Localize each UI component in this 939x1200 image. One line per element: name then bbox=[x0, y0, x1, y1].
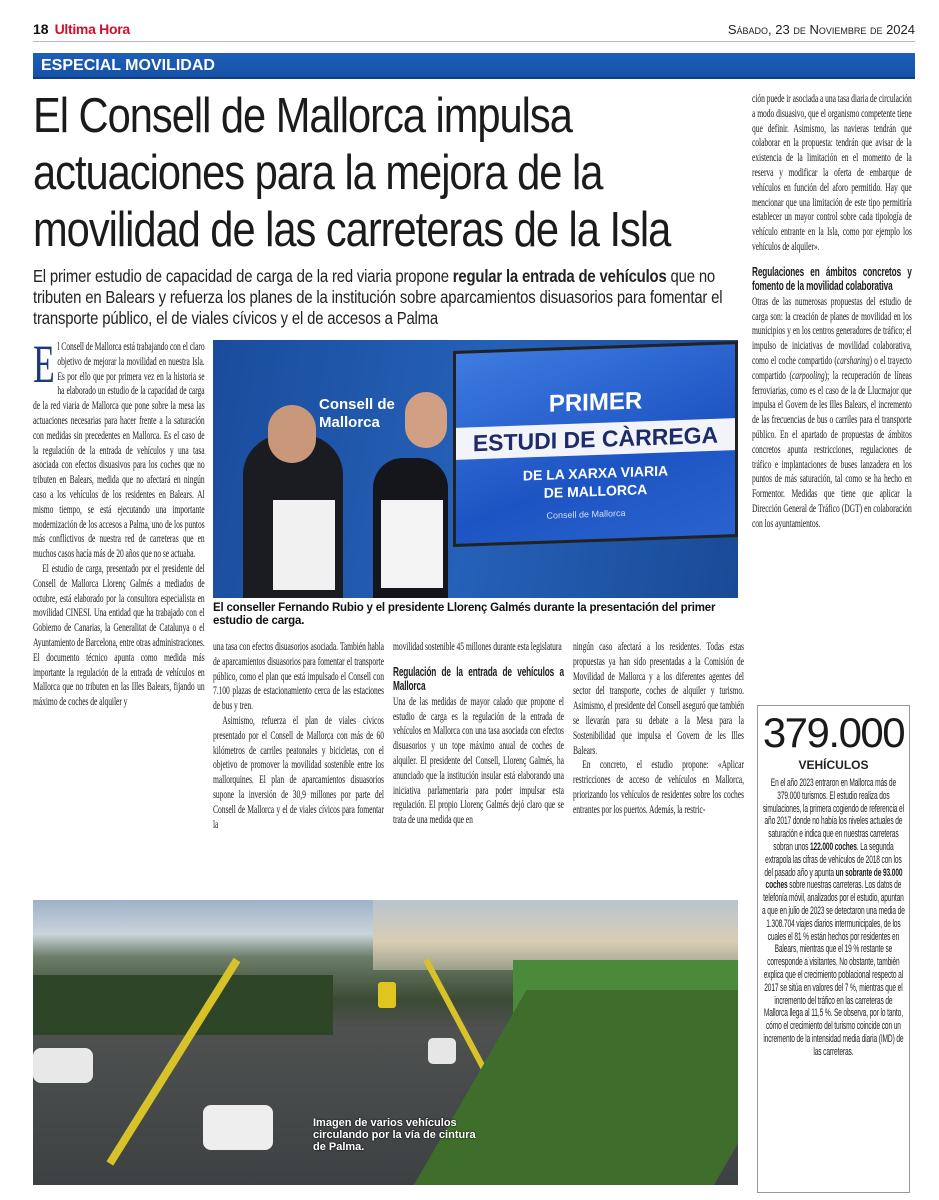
lead-bold-text: regular la entrada de vehículos bbox=[452, 266, 667, 286]
fact-box-label: VEHÍCULOS bbox=[798, 758, 869, 772]
paragraph-text: Otras de las numerosas propuestas del estudio de carga son: la creación de planes de movilidad en los municipios y en los centros generadores de tráfico; el impulso de iniciativas de movilidad colaborativa, como el coche compartido ( bbox=[752, 295, 912, 367]
study-document bbox=[381, 500, 443, 588]
article-column-1 bbox=[33, 334, 205, 710]
fact-text: sobre nuestras carreteras. Los datos de telefonía móvil, analizados por el estudio, apuntan a que en julio de 2023 se detectaron una media de 1.308.704 viajes diarios intermunicipales, de los cuales el 81 % están hechos por residentes en Balears, mientras que el 19 % restante se corresponde a visitantes. No obstante, también explica que el crecimiento poblacional respecto al 2017 se sitúa en valores del 7 %, mientras que el incremento del tráfico en las carreteras de Mallorca llega al 11,5 %. Se observa, por lo tanto, cómo el crecimiento del turismo coincide con un incremento de la intensidad media diaria (IMD) de las carreteras. bbox=[762, 879, 905, 1058]
grass-verge bbox=[399, 990, 738, 1185]
page-number: 18 bbox=[33, 20, 49, 37]
fact-box-number: 379.000 bbox=[762, 709, 905, 756]
lead-text: El primer estudio de capacidad de carga de la red viaria propone bbox=[33, 266, 453, 286]
masthead bbox=[33, 21, 130, 39]
paragraph-text: l Consell de Mallorca está trabajando con el claro objetivo de mejorar la movilidad en nuestra Isla. Es por ello que por primera vez en la historia se ha elaborado un estudio de la capacidad de carga de la red viaria de Mallorca que pone sobre la mesa las actuaciones necesarias para hacer frente a la saturación con medidas sin precedentes en Mallorca. Es el caso de la regulación de la entrada de vehículos y una tasa asociada con efectos disuasivos para los coches que no tributen en Balears, medida que no afectará en ningún caso a los vehículos de los residentes en Balears. Al mismo tiempo, se está ejecutando una importante modernización de los accesos a Palma, uno de los puntos más conflictivos de nuestra red de carreteras que en muchos casos hacía más de 20 años que no se actuaba. bbox=[33, 341, 205, 561]
paragraph: movilidad sostenible 45 millones durante esta legislatura bbox=[393, 641, 562, 653]
fact-box-text bbox=[762, 777, 905, 1059]
person-right-head bbox=[405, 392, 447, 448]
article-column-2 bbox=[213, 640, 384, 832]
article-column-4 bbox=[573, 640, 744, 818]
screen-title-2: ESTUDI DE CÀRREGA bbox=[456, 418, 735, 460]
car bbox=[33, 1048, 93, 1083]
paragraph bbox=[752, 295, 912, 532]
fact-text: En el año 2023 entraron en Mallorca más de 379.000 turismos. El estudio realiza dos simulaciones, la primera cogiendo de referencia el año 2017 donde no había los niveles actuales de saturación e indica que en nuestras carreteras sobran unos bbox=[762, 777, 904, 853]
car bbox=[378, 982, 396, 1008]
screen-subtitle-1: DE LA XARXA VIARIA bbox=[522, 462, 669, 484]
fact-bold: un sobrante de 93.000 coches bbox=[765, 866, 903, 892]
italic-term: carpooling bbox=[791, 369, 825, 382]
lead-text: que no tributen en Balears y refuerza los planes de la institución sobre aparcamientos disuasorios para fomentar el transporte público, el de viales cívicos y el de accesos a Palma bbox=[33, 266, 723, 328]
fact-box bbox=[757, 705, 910, 1193]
car bbox=[428, 1038, 456, 1064]
issue-date: Sábado, 23 de Noviembre de 2024 bbox=[727, 22, 915, 37]
subheading: Regulaciones en ámbitos concretos y fomento de la movilidad colaborativa bbox=[752, 264, 912, 294]
drop-cap: E bbox=[33, 334, 55, 394]
screen-logo: Consell de Mallorca bbox=[546, 507, 626, 521]
section-banner: ESPECIAL MOVILIDAD bbox=[33, 53, 915, 79]
page-header bbox=[33, 18, 915, 42]
newspaper-name: Ultima Hora bbox=[54, 20, 130, 37]
paragraph: Asimismo, refuerza el plan de viales cívicos presentado por el Consell de Mallorca con más de 60 kilómetros de carriles peatonales y bicicletas, con el objetivo de promover la movilidad sostenible entre los mallorquines. El plan de aparcamientos disuasorios supone la inversión de 30,9 millones por parte del Consell de Mallorca y el de viales cívicos para fomentar la bbox=[213, 714, 384, 831]
paragraph: Una de las medidas de mayor calado que propone el estudio de carga es la regulación de la entrada de vehículos en Mallorca con una tasa asociada con efectos disuasorios y un tope máximo anual de coches de alquiler. El presidente del Consell, Llorenç Galmés, ha anunciado que la institución insular está elaborando una iniciativa parlamentaria para poder impulsar esta regulación. El propio Llorenç Galmés dejó claro que se trata de una medida que en bbox=[393, 695, 564, 827]
press-conference-photo bbox=[213, 340, 738, 598]
trees bbox=[33, 975, 333, 1035]
person-left-head bbox=[268, 405, 316, 463]
paragraph: En concreto, el estudio propone: «Aplicar restricciones de acceso de vehículos en Mallorca, priorizando los vehículos de residentes sobre los coches entrantes por los puertos. Además, la restric- bbox=[573, 759, 744, 816]
study-document bbox=[273, 500, 335, 590]
headline: El Consell de Mallorca impulsa actuaciones para la mejora de la movilidad de las carreteras de la Isla bbox=[33, 89, 671, 257]
subheading: Regulación de la entrada de vehículos a Mallorca bbox=[393, 664, 564, 694]
paragraph: ción puede ir asociada a una tasa diaria de circulación a modo disuasivo, que el organismo competente tiene que definir. Asimismo, las navieras tendrán que colaborar en la propuesta: tendrán que avisar de la existencia de la limitación en el momento de la reserva y modificar la oferta de embarque de vehículos en función del aforo permitido. Hay que mencionar que una limitación de este tipo permitiría establecer un mayor control sobre cada tipología de vehículo entrante en la Isla, como por ejemplo los vehículos de alquiler». bbox=[752, 93, 912, 253]
paragraph bbox=[33, 334, 205, 562]
screen-title-1: PRIMER bbox=[548, 387, 643, 418]
article-column-3 bbox=[393, 640, 564, 828]
paragraph-text: ); la recuperación de líneas ferroviarias, como es el caso de la de Llucmajor que impulsa el Govern de les Illes Balears, el incremento de las frecuencias de bus o carriles para el transporte público. En el apartado de propuestas de ámbitos concretos apunta restricciones, regulaciones de tráfico e implantaciones de buses lanzadera en los puntos de más saturación, tal como se ha hecho en Formentor. Medidas que tiene que aplicar la Dirección General de Tráfico (DGT) en colaboración con los ayuntamientos. bbox=[752, 369, 912, 530]
italic-term: carsharing bbox=[836, 354, 870, 367]
fact-bold: 122.000 coches bbox=[810, 840, 857, 853]
paragraph-text: ) o el trayecto compartido ( bbox=[752, 354, 912, 382]
lead-paragraph bbox=[33, 266, 748, 329]
paragraph: El estudio de carga, presentado por el presidente del Consell de Mallorca Llorenç Galmés a mediados de octubre, está elaborado por la consultora especialista en movilidad CINESI. Una entidad que ha trabajado con el Gobierno de Canarias, la Generalitat de Catalunya o el Ayuntamiento de Barcelona, entre otras administraciones. El documento técnico apunta como medida más importante la regulación de la entrada de vehículos en Mallorca que no tributen en las Illes Balears, fijando un máximo de coches de alquiler y bbox=[33, 562, 205, 709]
photo-caption: Imagen de varios vehículos circulando por la vía de cintura de Palma. bbox=[313, 1117, 476, 1153]
photo-caption: El conseller Fernando Rubio y el presidente Llorenç Galmés durante la presentación del primer estudio de carga. bbox=[213, 602, 716, 627]
wall-logo: Consell de Mallorca bbox=[319, 396, 395, 431]
presentation-screen bbox=[453, 341, 738, 547]
paragraph: una tasa con efectos disuasorios asociada. También habla de aparcamientos disuasorios para fomentar el transporte público, como el plan que está impulsado el Consell con 7.100 plazas de estacionamiento cerca de las estaciones de bus y tren. bbox=[213, 641, 384, 713]
screen-subtitle-2: DE MALLORCA bbox=[543, 481, 648, 501]
article-column-5 bbox=[752, 92, 912, 532]
fact-text: . La segunda extrapola las cifras de vehículos de 2018 con los del pasado año y apunta bbox=[764, 840, 902, 879]
paragraph: ningún caso afectará a los residentes. Todas estas propuestas ya han sido presentadas a la Comisión de Movilidad de Mallorca y a los diferentes agentes del sector del transporte, coches de alquiler y turismo. Asimismo, el presidente del Consell aseguró que también se llevarán para su debate a la Mesa para la Sostenibilidad que impulsa el Govern de les Illes Balears. bbox=[573, 641, 744, 757]
car bbox=[203, 1105, 273, 1150]
